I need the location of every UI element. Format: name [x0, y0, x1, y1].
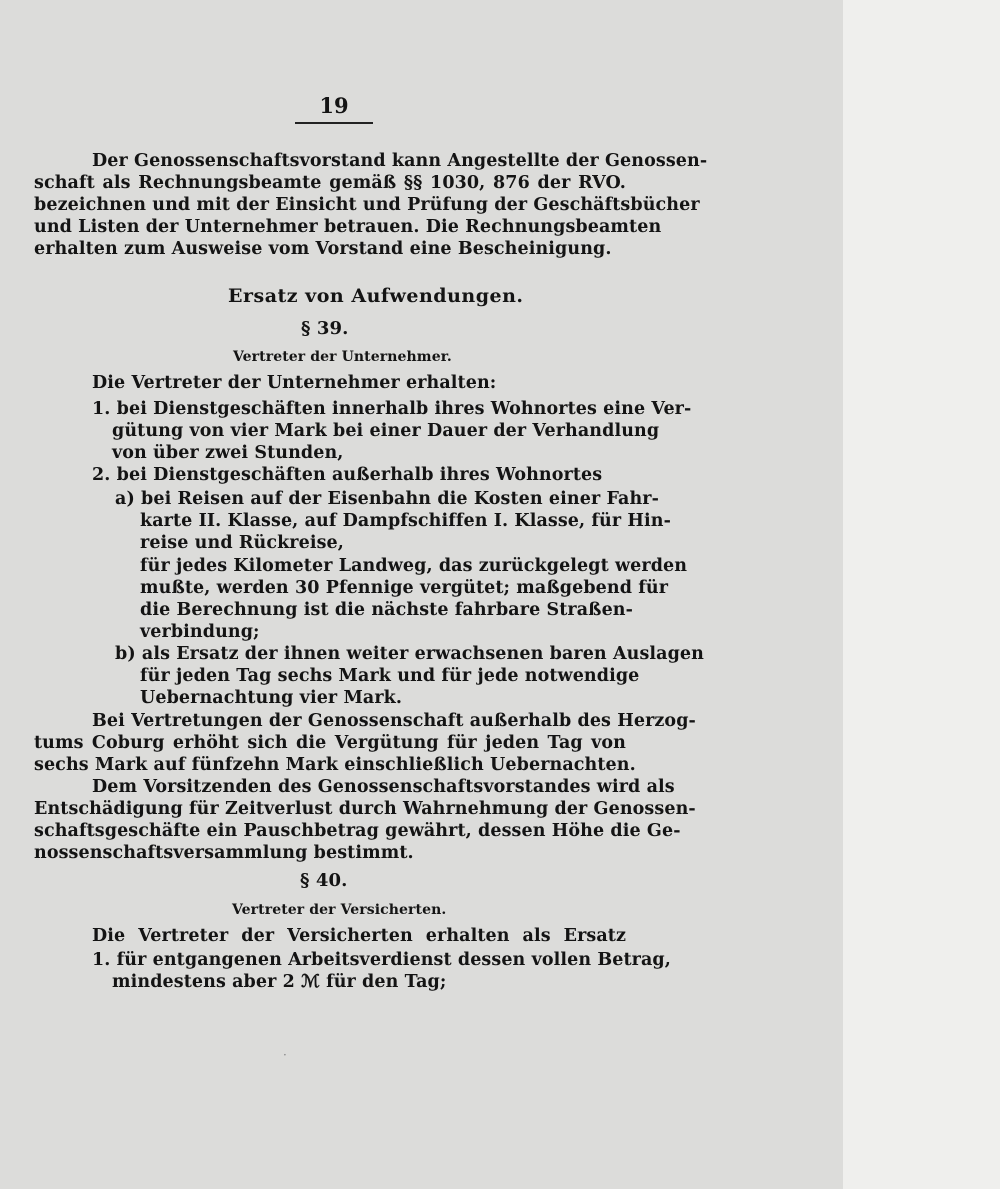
section-heading: Ersatz von Aufwendungen.	[228, 285, 524, 307]
page-number-rule	[295, 122, 373, 124]
text-line: 1. für entgangenen Arbeitsverdienst dessen vollen Betrag,	[92, 950, 671, 970]
text-line: für jedes Kilometer Landweg, das zurückgelegt werden	[140, 556, 688, 576]
paragraph-subheading: Vertreter der Unternehmer.	[233, 349, 452, 365]
text-line: reise und Rückreise,	[140, 533, 344, 553]
paragraph-subheading: Vertreter der Versicherten.	[232, 902, 447, 918]
text-line: mußte, werden 30 Pfennige vergütet; maßgebend für	[140, 578, 669, 598]
text-line: verbindung;	[140, 622, 260, 642]
text-line: von über zwei Stunden,	[112, 443, 344, 463]
text-line: sechs Mark auf fünfzehn Mark einschließlich Uebernachten.	[34, 755, 636, 775]
scan-margin	[843, 0, 1000, 1189]
text-line: gütung von vier Mark bei einer Dauer der Verhandlung	[112, 421, 660, 441]
paragraph-number: § 39.	[301, 318, 349, 339]
text-line: die Berechnung ist die nächste fahrbare Straßen-	[140, 600, 633, 620]
text-line: 2. bei Dienstgeschäften außerhalb ihres Wohnortes	[92, 465, 603, 485]
text-line: bezeichnen und mit der Einsicht und Prüfung der Geschäftsbücher	[34, 195, 700, 215]
text-line: mindestens aber 2 ℳ für den Tag;	[112, 972, 447, 992]
text-line: für jeden Tag sechs Mark und für jede notwendige	[140, 666, 640, 686]
text-line: b) als Ersatz der ihnen weiter erwachsenen baren Auslagen	[115, 644, 704, 664]
text-line: nossenschaftsversammlung bestimmt.	[34, 843, 414, 863]
text-line: Dem Vorsitzenden des Genossenschaftsvorstandes wird als	[92, 777, 675, 797]
text-line: 1. bei Dienstgeschäften innerhalb ihres Wohnortes eine Ver-	[92, 399, 692, 419]
ink-smudge: ·	[283, 1048, 287, 1062]
text-line: Die Vertreter der Unternehmer erhalten:	[92, 373, 497, 393]
text-line: und Listen der Unternehmer betrauen. Die Rechnungsbeamten	[34, 217, 662, 237]
page-number: 19	[319, 93, 349, 118]
text-line: karte II. Klasse, auf Dampfschiffen I. Klasse, für Hin-	[140, 511, 671, 531]
text-line: Uebernachtung vier Mark.	[140, 688, 403, 708]
text-line: tums Coburg erhöht sich die Vergütung für jeden Tag von	[34, 733, 626, 753]
paragraph-number: § 40.	[300, 870, 348, 891]
text-line: Entschädigung für Zeitverlust durch Wahrnehmung der Genossen-	[34, 799, 696, 819]
text-line: schaftsgeschäfte ein Pauschbetrag gewährt, dessen Höhe die Ge-	[34, 821, 681, 841]
text-line: schaft als Rechnungsbeamte gemäß §§ 1030, 876 der RVO.	[34, 173, 626, 193]
text-line: Der Genossenschaftsvorstand kann Angestellte der Genossen-	[92, 151, 708, 171]
text-line: a) bei Reisen auf der Eisenbahn die Kosten einer Fahr-	[115, 489, 659, 509]
text-line: Die Vertreter der Versicherten erhalten als Ersatz	[92, 926, 626, 946]
text-line: Bei Vertretungen der Genossenschaft außerhalb des Herzog-	[92, 711, 696, 731]
text-line: erhalten zum Ausweise vom Vorstand eine Bescheinigung.	[34, 239, 612, 259]
